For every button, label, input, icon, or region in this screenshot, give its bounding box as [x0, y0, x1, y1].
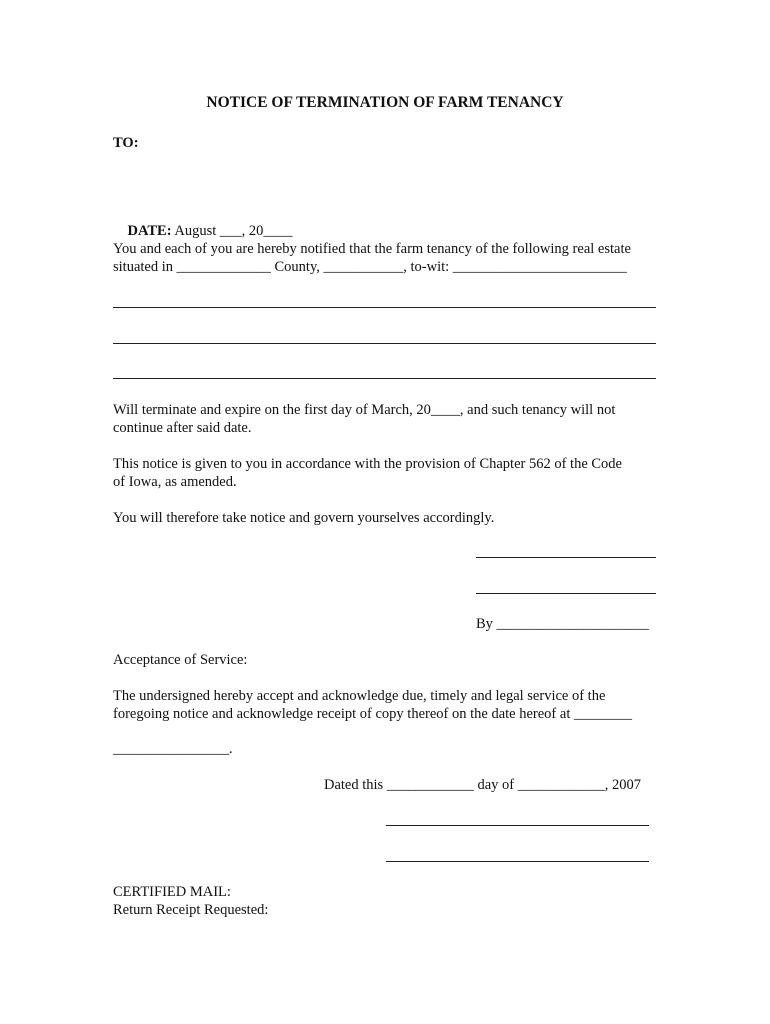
date-value: August ___, 20____: [171, 223, 293, 239]
signature-line-1: [476, 557, 656, 558]
provision-line-1: This notice is given to you in accordance with the provision of Chapter 562 of the Code: [113, 456, 622, 472]
date-label: DATE:: [127, 223, 172, 239]
provision-line-2: of Iowa, as amended.: [113, 474, 237, 490]
signature-line-2: [476, 593, 656, 594]
legal-description-line-2: [113, 343, 656, 344]
document-title: NOTICE OF TERMINATION OF FARM TENANCY: [206, 94, 564, 111]
blank-line: ________________.: [113, 741, 233, 757]
notice-line-2: situated in _____________ County, ___________, to-wit: ________________________: [113, 259, 627, 275]
signature-line-4: [386, 861, 649, 862]
dated-line: Dated this ____________ day of ____________, 2007: [324, 777, 641, 793]
by-line: By _____________________: [476, 616, 649, 632]
govern-line: You will therefore take notice and govern yourselves accordingly.: [113, 510, 495, 526]
acceptance-label: Acceptance of Service:: [113, 652, 248, 668]
notice-line-1: You and each of you are hereby notified that the farm tenancy of the following real estate: [113, 241, 631, 257]
return-receipt-label: Return Receipt Requested:: [113, 902, 269, 918]
undersigned-line-2: foregoing notice and acknowledge receipt of copy thereof on the date hereof at ________: [113, 706, 632, 722]
certified-mail-label: CERTIFIED MAIL:: [113, 884, 231, 900]
legal-description-line-1: [113, 307, 656, 308]
undersigned-line-1: The undersigned hereby accept and acknowledge due, timely and legal service of the: [113, 688, 606, 704]
terminate-line-2: continue after said date.: [113, 420, 252, 436]
terminate-line-1: Will terminate and expire on the first day of March, 20____, and such tenancy will not: [113, 402, 616, 418]
to-label: TO:: [113, 135, 139, 151]
legal-description-line-3: [113, 378, 656, 379]
signature-line-3: [386, 825, 649, 826]
